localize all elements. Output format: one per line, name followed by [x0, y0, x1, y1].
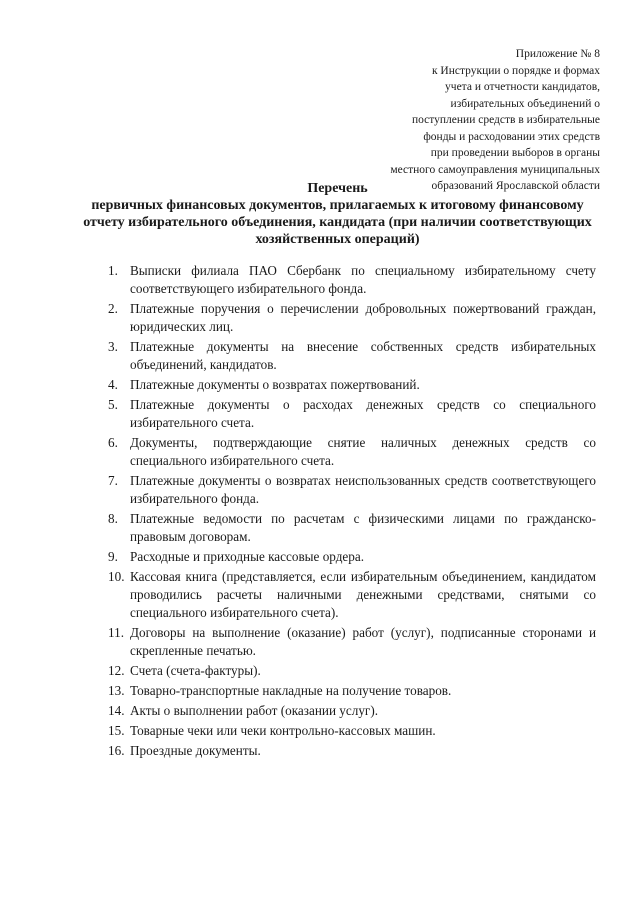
- list-item: [108, 510, 596, 546]
- item-number: 5.: [108, 397, 118, 412]
- item-text: Товарные чеки или чеки контрольно-кассовых машин.: [130, 723, 436, 738]
- item-number: 3.: [108, 339, 118, 354]
- list-item: [108, 338, 596, 374]
- item-text: Акты о выполнении работ (оказании услуг).: [130, 703, 379, 718]
- document-title-block: [80, 180, 595, 248]
- appendix-line: образований Ярославской области: [431, 180, 600, 192]
- item-text: Счета (счета-фактуры).: [130, 663, 261, 678]
- item-number: 8.: [108, 511, 118, 526]
- list-item: [108, 396, 596, 432]
- list-item: [108, 300, 596, 336]
- item-number: 2.: [108, 301, 118, 316]
- documents-list: [108, 262, 596, 762]
- item-text: Платежные поручения о перечислении добровольных пожертвований граждан, юридических лиц.: [130, 301, 596, 334]
- list-item: [108, 434, 596, 470]
- appendix-line: фонды и расходовании этих средств: [423, 130, 600, 143]
- item-number: 7.: [108, 473, 118, 488]
- appendix-line: учета и отчетности кандидатов,: [445, 81, 600, 93]
- item-number: 4.: [108, 377, 118, 392]
- list-item: [108, 548, 596, 566]
- item-number: 10.: [108, 569, 125, 584]
- item-text: Проездные документы.: [130, 743, 261, 758]
- list-item: [108, 722, 596, 740]
- item-number: 13.: [108, 683, 125, 698]
- item-text: Кассовая книга (представляется, если избирательным объединением, кандидатом проводились расчеты наличными денежными средствами, снятыми со специального избирательного счета).: [130, 569, 596, 620]
- item-text: Платежные ведомости по расчетам с физическими лицами по гражданско-правовым договорам.: [130, 511, 596, 544]
- item-number: 15.: [108, 723, 125, 738]
- item-number: 9.: [108, 549, 118, 564]
- item-number: 1.: [108, 263, 118, 278]
- item-text: Расходные и приходные кассовые ордера.: [130, 549, 365, 564]
- list-item: [108, 742, 596, 760]
- appendix-line: Приложение № 8: [515, 48, 600, 60]
- appendix-line: избирательных объединений о: [450, 97, 600, 110]
- list-item: [108, 682, 596, 700]
- item-text: Договоры на выполнение (оказание) работ (услуг), подписанные сторонами и скрепленные печатью.: [130, 625, 596, 658]
- appendix-line: к Инструкции о порядке и формах: [431, 64, 600, 77]
- item-text: Выписки филиала ПАО Сбербанк по специальному избирательному счету соответствующего избирательного фонда.: [130, 263, 596, 296]
- document-title: Перечень: [307, 181, 368, 196]
- appendix-line: местного самоуправления муниципальных: [390, 163, 600, 176]
- item-number: 14.: [108, 703, 125, 718]
- item-number: 12.: [108, 663, 125, 678]
- item-text: Платежные документы о возвратах пожертвований.: [130, 377, 420, 392]
- appendix-line: при проведении выборов в органы: [430, 147, 600, 159]
- item-number: 11.: [108, 625, 124, 640]
- appendix-line: поступлении средств в избирательные: [411, 114, 600, 126]
- list-item: [108, 662, 596, 680]
- list-item: [108, 624, 596, 660]
- appendix-header: [340, 46, 600, 195]
- item-number: 16.: [108, 743, 125, 758]
- item-text: Платежные документы о расходах денежных средств со специального избирательного счета.: [130, 397, 596, 430]
- list-item: [108, 376, 596, 394]
- list-item: [108, 702, 596, 720]
- item-text: Платежные документы на внесение собственных средств избирательных объединений, кандидатов.: [130, 339, 596, 372]
- item-text: Товарно-транспортные накладные на получение товаров.: [130, 683, 452, 698]
- item-number: 6.: [108, 435, 118, 450]
- item-text: Документы, подтверждающие снятие наличных денежных средств со специального избирательного счета.: [130, 435, 596, 468]
- document-subtitle: первичных финансовых документов, прилагаемых к итоговому финансовому отчету избирательного объединения, кандидата (при наличии соответствующих хозяйственных операций): [83, 198, 592, 247]
- list-item: [108, 568, 596, 622]
- item-text: Платежные документы о возвратах неиспользованных средств соответствующего избирательного фонда.: [130, 473, 596, 506]
- list-item: [108, 472, 596, 508]
- list-item: [108, 262, 596, 298]
